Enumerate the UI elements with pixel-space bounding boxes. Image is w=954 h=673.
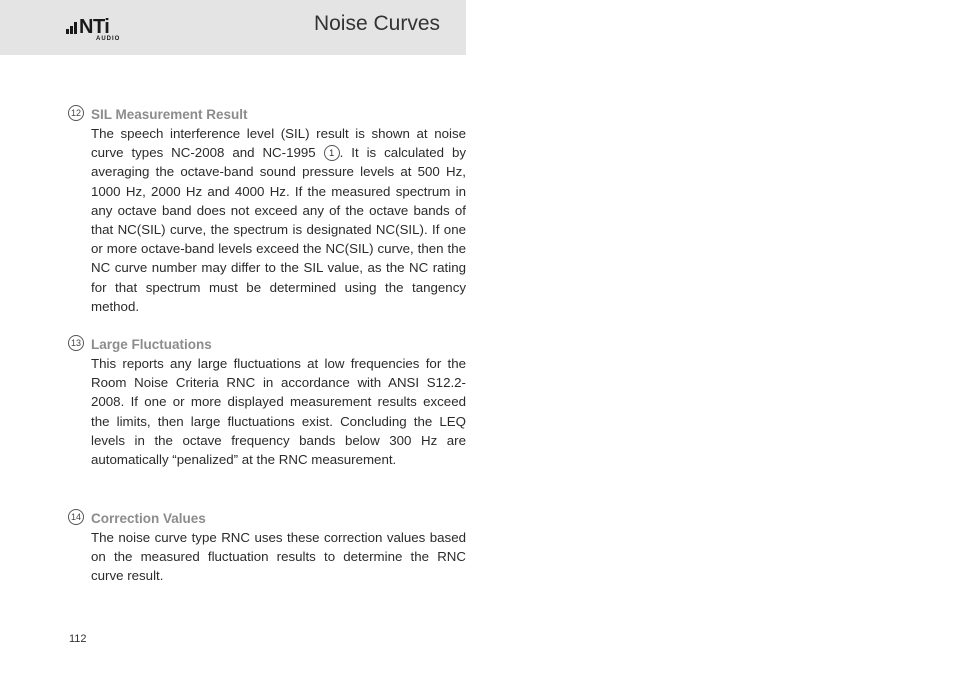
section-correction-values — [68, 509, 466, 586]
page-title: Noise Curves — [313, 12, 440, 35]
section-heading: Correction Values — [91, 511, 206, 526]
section-body — [91, 124, 466, 316]
section-number-badge: 14 — [68, 509, 84, 525]
section-heading: Large Fluctuations — [91, 337, 212, 352]
section-number-badge: 13 — [68, 335, 84, 351]
body-text-part-2: . It is calculated by averaging the octave-band sound pressure levels at 500 Hz, 1000 Hz, 2000 Hz and 4000 Hz. If the measured spectrum in any octave band does not exceed any of the octave bands of that NC(SIL) curve, the spectrum is designated NC(SIL). If one or more octave-band levels exceed the NC(SIL) curve, then the NC curve number may differ to the SIL value, as the NC rating for that spectrum must be determined using the tangency method. — [91, 145, 467, 314]
page-number: 112 — [69, 633, 87, 645]
section-body: The noise curve type RNC uses these correction values based on the measured fluctuation results to determine the RNC curve result. — [91, 530, 466, 584]
nti-audio-logo — [66, 18, 128, 44]
section-heading: SIL Measurement Result — [91, 107, 248, 122]
logo-subtext: AUDIO — [96, 36, 121, 42]
logo-bars-icon — [66, 22, 78, 34]
section-number-badge: 12 — [68, 105, 84, 121]
section-large-fluctuations — [68, 335, 466, 469]
reference-number-badge: 1 — [324, 145, 340, 161]
logo-wordmark: NTi — [79, 16, 110, 38]
section-body: This reports any large fluctuations at low frequencies for the Room Noise Criteria RNC in accordance with ANSI S12.2-2008. If one or more displayed measurement results exceed the limits, then large fluctuations exist. Concluding the LEQ levels in the octave frequency bands below 300 Hz are automatically “penalized” at the RNC measurement. — [91, 356, 466, 468]
body-text-part-1: The speech interference level (SIL) result is shown at noise curve types NC-2008 and NC-1995 — [91, 126, 466, 161]
section-sil-measurement-result — [68, 105, 466, 316]
page-header — [0, 0, 466, 55]
